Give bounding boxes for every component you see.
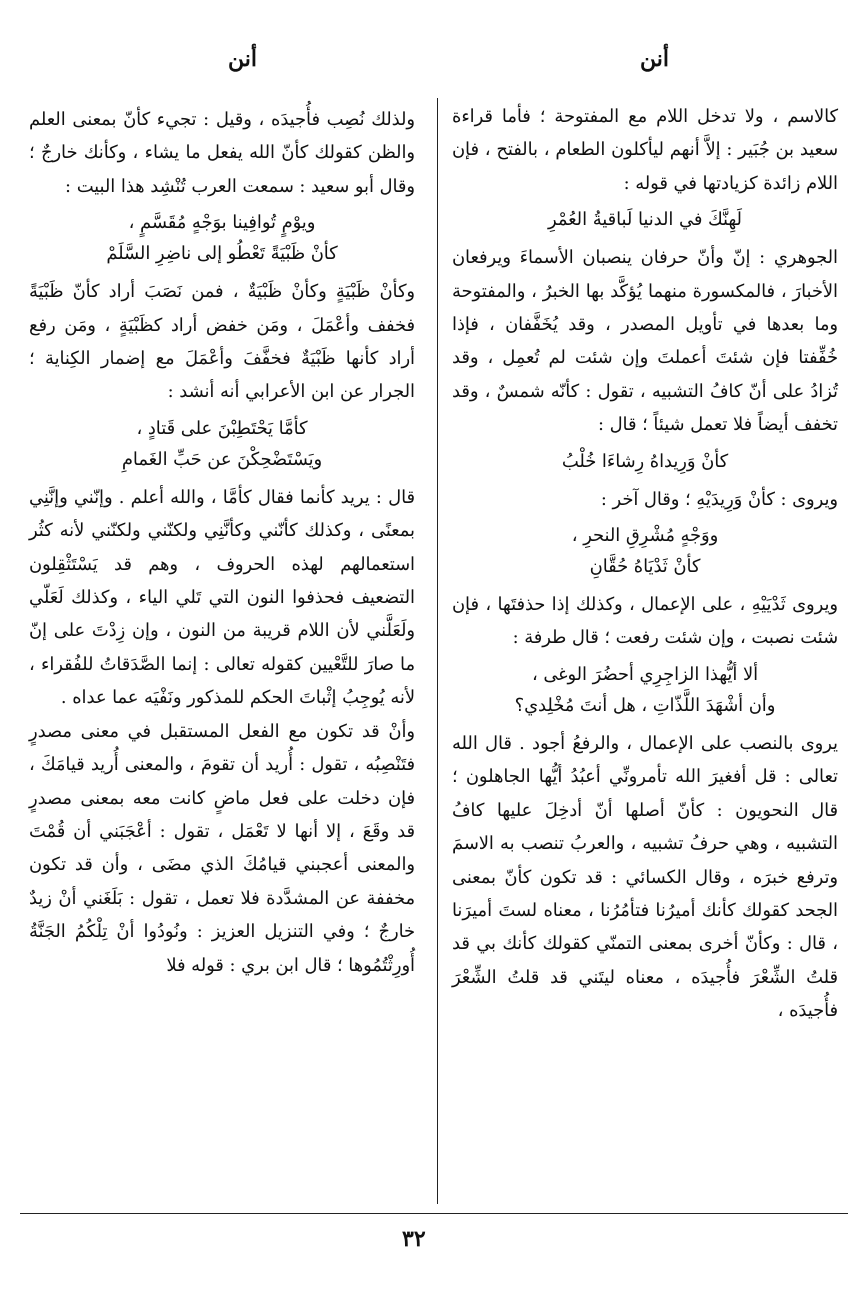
column-divider: [437, 98, 438, 1204]
paragraph: يروى بالنصب على الإعمال ، والرفعُ أجود . قال الله تعالى : قل أفغيرَ الله تأمرونِّي أعبُدُ أيُّها الجاهلون ؛ قال النحويون : كأنّ أصلها أنّ أدخِلَ عليها كافُ التشبيه ، وهي حرفُ تشبيه ، والعربُ تنصب به الاسمَ وترفع خبرَه ، وقال الكسائي : قد تكون كأنّ بمعنى الجحد كقولك كأنك أميرُنا فتأمُرُنا ، معناه لستَ أميرَنا ، قال : وكأنّ أخرى بمعنى التمنّي كقولك كأنك بي قد قلتُ الشِّعْرَ فأُجيدَه ، معناه ليتَني قد قلتُ الشِّعْرَ فأُجيدَه ،: [452, 732, 838, 1022]
paragraph: قال : يريد كأنما فقال كأمَّا ، والله أعلم . وإنّني وإنَّنِي بمعنًى ، وكذلك كأنّني وكأنَّنِي ولكنّني ولكنّني لأنه كثُر استعمالهم لهذه الحروف ، وهم قد يَسْتَثْقِلون التضعيف فحذفوا النون التي تَلي الياء ، وكذلك لَعَلّي ولَعَلَّني لأن اللام قريبة من النون ، وإن زِدْتَ على إنّ ما صارَ للتَّعْيين كقوله تعالى : إنما الصَّدَقاتُ للفُقراء ، لأنه يُوجِبُ إثْباتَ الحكم للمذكور ونَفْيَه عما عداه .: [29, 486, 415, 709]
paragraph: ولذلك نُصِب فأُجيدَه ، وقيل : تجيء كأنّ بمعنى العلم والظن كقولك كأنّ الله يفعل ما يشاء ، وكأنك خارجٌ ؛ وقال أبو سعيد : سمعت العرب تُنْشِد هذا البيت :: [29, 109, 415, 197]
paragraph: وأنْ قد تكون مع الفعل المستقبل في معنى مصدرٍ فتَنْصِبُه ، تقول : أُريد أن تقومَ ، والمعنى أُريد قيامَكَ ، فإن دخلت على فعل ماضٍ كانت معه بمعنى مصدرٍ قد وقَعَ ، إلا أنها لا تَعْمَل ، تقول : أعْجَبَني أن قُمْتَ والمعنى أعجبني قيامُكَ الذي مضَى ، وأن قد تكون مخففة عن المشدَّدة فلا تعمل ، تقول : بَلَغَني أنْ زيدٌ خارجٌ ؛ وفي التنزيل العزيز : ونُودُوا أنْ تِلْكُمُ الجَنَّةُ أُورِثْتُمُوها ؛ قال ابن بري : قوله فلا: [29, 720, 415, 976]
paragraph: وكأنْ ظَبْيَةٍ وكأنْ ظَبْيَةٌ ، فمن نَصَبَ أراد كأنّ ظَبْيَةً فخفف وأعْمَلَ ، ومَن خفض أراد كظَبْيَةٍ ، ومَن رفع أراد كأنها ظَبْيَةٌ فخفَّفَ وأعْمَلَ مع إضمار الكِناية ؛ الجرار عن ابن الأعرابي أنه أنشد :: [29, 281, 415, 403]
paragraph: ويروى : كأنْ وَرِيدَيْهِ ؛ وقال آخر :: [600, 488, 838, 510]
paragraph: كالاسم ، ولا تدخل اللام مع المفتوحة ؛ فأما قراءة سعيد بن جُبَير : إلاَّ أنهم ليأكلون الطعام ، بالفتح ، فإن اللام زائدة كزيادتها في قوله :: [452, 106, 838, 194]
page-header-right: أنن: [640, 46, 669, 72]
left-column: [29, 103, 415, 982]
page-number: ٣٢: [402, 1226, 426, 1252]
page-header-left: أنن: [228, 46, 257, 72]
right-column: [452, 100, 838, 1028]
verse-couplet: ألا أيُّهذا الزاجِرِي أحضُرَ الوغى ، وأن أشْهَدَ اللَّذّاتِ ، هل أنتَ مُخْلِدي؟: [514, 663, 776, 716]
paragraph: ويروى ثَدْيَيْهِ ، على الإعمال ، وكذلك إذا حذفتَها ، فإن شئت نصبت ، وإن شئت رفعت ؛ قال طرفة :: [452, 594, 838, 649]
verse-line: كأنْ وَرِيداهُ رِشاءَا خُلْبُ: [561, 450, 729, 472]
verse-couplet: ويوْمٍ تُوافِينا بوَجْهٍ مُقَسَّمٍ ، كأنْ ظَبْيَةً تَعْطُو إلى ناضِرِ السَّلَمْ: [106, 212, 338, 265]
paragraph: الجوهري : إنّ وأنّ حرفان ينصبان الأسماءَ ويرفعان الأخبارَ ، فالمكسورة منهما يُؤكَّد بها الخبرُ ، والمفتوحة وما بعدها في تأويل المصدر ، وقد يُخَفَّفان ، فإذا خُفِّفتا فإن شئتَ أعملتَ وإن شئت لم تُعمِل ، وقد تُزادُ على أنّ كافُ التشبيه ، تقول : كأنّه شمسٌ ، وقد تخفف أيضاً فلا تعمل شيئاً ؛ قال :: [452, 247, 838, 436]
footer-rule: [20, 1213, 848, 1214]
verse-line: لَهِنَّكَ في الدنيا لَباقيةُ العُمْرِ: [548, 209, 742, 231]
verse-couplet: كأمَّا يَحْتَطِبْنَ على قَتادٍ ، ويَسْتَضْحِكْنَ عن حَبِّ الغَمامِ: [121, 417, 323, 470]
verse-couplet: ووَجْهٍ مُشْرِقِ النحرِ ، كأنْ ثَدْيَاهُ حُقَّانِ: [571, 525, 719, 578]
